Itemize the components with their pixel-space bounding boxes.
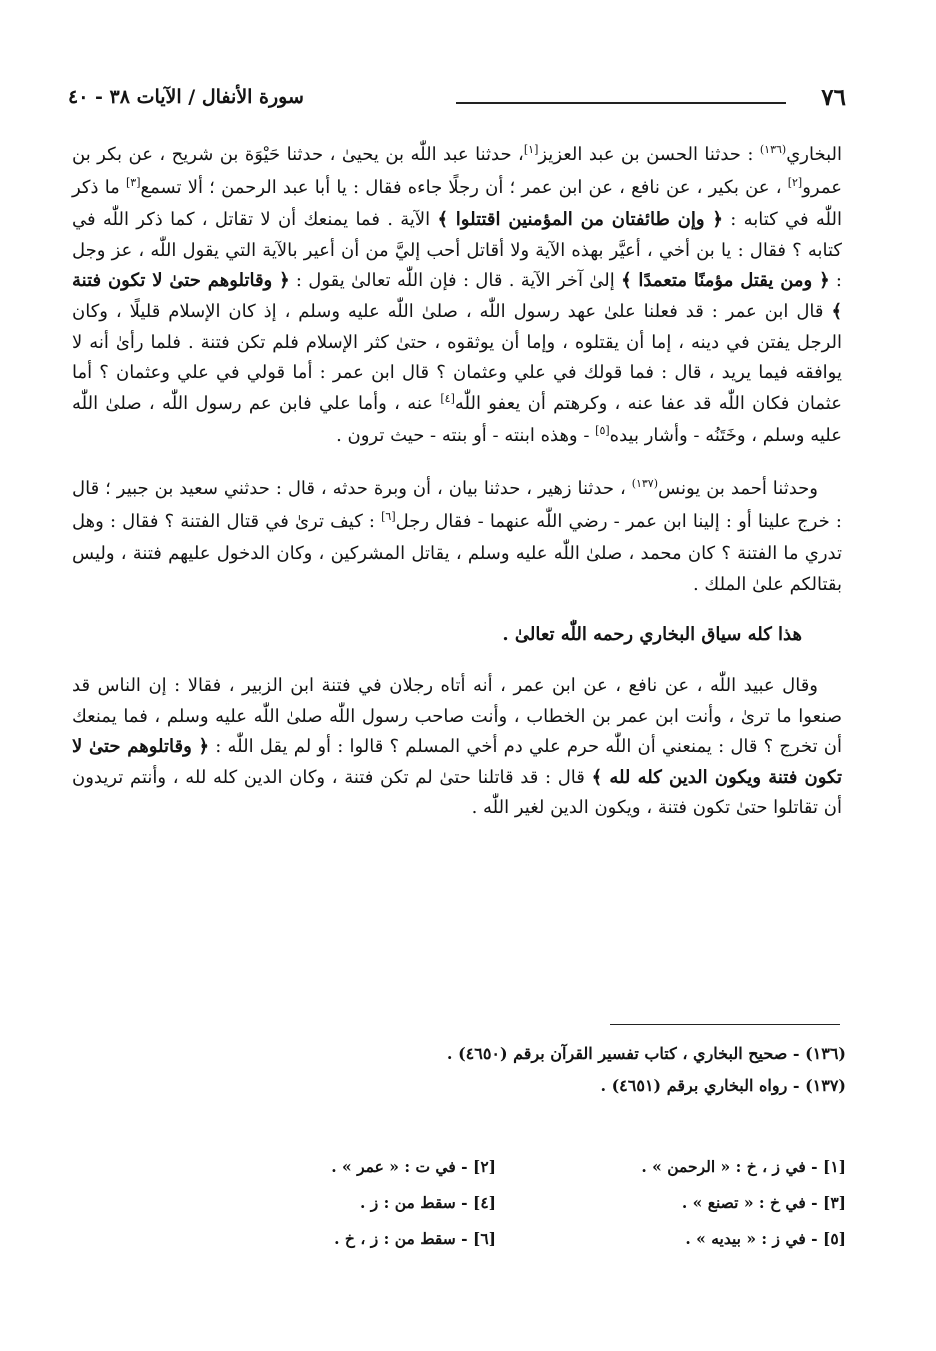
quran-verse: ﴿ وقاتلوهم حتىٰ لا تكون فتنة ﴾ (72, 270, 842, 322)
page-header (68, 84, 846, 120)
hadith-ref: (١٣٦) (759, 143, 787, 156)
quran-verse: ﴿ وإن طائفتان من المؤمنين اقتتلوا ﴾ (437, 209, 723, 231)
variant-row (146, 1184, 846, 1220)
variant-ref: [٦] (381, 509, 396, 523)
hadith-ref: (١٣٧) (631, 476, 659, 490)
footnote-136: (١٣٦) - صحيح البخاري ، كتاب تفسير القرآن برقم (٤٦٥٠) . (446, 1044, 846, 1063)
footnote-137: (١٣٧) - رواه البخاري برقم (٤٦٥١) . (600, 1076, 846, 1095)
paragraph-ubaidullah-hadith: وقال عبيد اللّٰه ، عن نافع ، عن ابن عمر ، أنه أتاه رجلان في فتنة ابن الزبير ، فقالا : إن الناس قد صنعوا ما ترىٰ ، وأنت ابن عمر بن الخطاب ، وأنت صاحب رسول اللّٰه صلىٰ اللّٰه عليه وسلم ، فما يمنعك أن تخرج ؟ قال : يمنعني أن اللّٰه حرم علي دم أخي المسلم ؟ قالوا : أو لم يقل اللّٰه : ﴿ وقاتلوهم حتىٰ لا تكون فتنة ويكون الدين كله لله ﴾ قال : قد قاتلنا حتىٰ لم تكن فتنة ، وكان الدين كله لله ، وأنتم تريدون أن تقاتلوا حتىٰ تكون فتنة ، ويكون الدين لغير اللّٰه . (72, 674, 843, 819)
manuscript-variants (146, 1148, 846, 1256)
variant-ref: [٣] (126, 175, 141, 189)
footnotes (146, 1038, 846, 1102)
variant-ref: [٤] (440, 391, 455, 405)
paragraph-summary: هذا كله سياق البخاري رحمه اللّٰه تعالىٰ . (502, 624, 802, 646)
variant-note-2: [٢] - في ت : « عمر » . (331, 1156, 496, 1176)
body-text (72, 140, 842, 844)
variant-ref: [١] (523, 143, 539, 156)
page-number: ٧٦ (821, 84, 846, 111)
variant-note-6: [٦] - سقط من : ز ، خ . (334, 1228, 496, 1248)
variant-ref: [٢] (787, 175, 803, 189)
paragraph-bukhari-hadith: البخاري$^{(١٣٦)}$ : حدثنا الحسن بن عبد العزيز[١]، حدثنا عبد اللّٰه بن يحيىٰ ، حدثنا حَيْوَة بن شريح ، عن بكر بن عمرو[٢] ، عن بكير ، عن نافع ، عن ابن عمر ؛ أن رجلًا جاءه فقال : يا أبا عبد الرحمن ؛ ألا تسمع[٣] ما ذكر اللّٰه في كتابه : ﴿ وإن طائفتان من المؤمنين اقتتلوا ﴾ الآية . فما يمنعك أن لا تقاتل ، كما ذكر اللّٰه في كتابه ؟ فقال : يا بن أخي ، أعيَّر بهذه الآية ولا أقاتل أحب إليَّ من أن أعير بالآية التي يقول اللّٰه ، عز وجل : ﴿ ومن يقتل مؤمنًا متعمدًا ﴾ إلىٰ آخر الآية . قال : فإن اللّٰه تعالىٰ يقول : ﴿ وقاتلوهم حتىٰ لا تكون فتنة ﴾ قال ابن عمر : قد فعلنا علىٰ عهد رسول اللّٰه ، صلىٰ اللّٰه عليه وسلم ، إذ كان الإسلام قليلًا ، وكان الرجل يفتن في دينه ، إما أن يقتلوه ، وإما أن يوثقوه ، حتىٰ كثر الإسلام فلم تكن فتنة . فلما رأىٰ أنه لا يوافقه فيما يريد ، قال : فما قولك في علي وعثمان ؟ قال ابن عمر : أما قولي في علي وعثمان ؟ أما عثمان فكان اللّٰه قد عفا عنه ، وكرهتم أن يعفو اللّٰه[٤] عنه ، وأما علي فابن عم رسول اللّٰه ، صلىٰ اللّٰه عليه وسلم ، وخَتَنُه - وأشار بيده[٥] - وهذه ابنته - أو بنته - حيث ترون . (72, 143, 842, 447)
footnote-separator (610, 1024, 840, 1025)
variant-row (146, 1148, 846, 1184)
variant-note-1: [١] - في ز ، خ : « الرحمن » . (641, 1156, 846, 1176)
header-rule (456, 102, 786, 104)
paragraph-ahmad-hadith: وحدثنا أحمد بن يونس$^{(١٣٧)}$ ، حدثنا زهير ، حدثنا بيان ، أن وبرة حدثه ، قال : حدثني سعيد بن جبير ؛ قال : خرج علينا أو : إلينا ابن عمر - رضي اللّٰه عنهما - فقال رجل[٦] : كيف ترىٰ في قتال الفتنة ؟ فقال : وهل تدري ما الفتنة ؟ كان محمد ، صلىٰ اللّٰه عليه وسلم ، يقاتل المشركين ، وكان الدخول عليهم فتنة ، وليس بقتالكم علىٰ الملك . (72, 476, 842, 595)
variant-note-3: [٣] - في خ : « تصنع » . (681, 1192, 846, 1212)
quran-verse: ﴿ ومن يقتل مؤمنًا متعمدًا ﴾ (621, 270, 830, 292)
variant-note-5: [٥] - في ز : « بيديه » . (685, 1228, 846, 1248)
variant-row (146, 1220, 846, 1256)
running-head: سورة الأنفال / الآيات ٣٨ - ٤٠ (68, 86, 304, 108)
quran-verse: ﴿ وقاتلوهم حتىٰ لا تكون فتنة ويكون الدين كله لله ﴾ (72, 736, 843, 788)
variant-ref: [٥] (595, 424, 610, 438)
variant-note-4: [٤] - سقط من : ز . (359, 1192, 496, 1212)
